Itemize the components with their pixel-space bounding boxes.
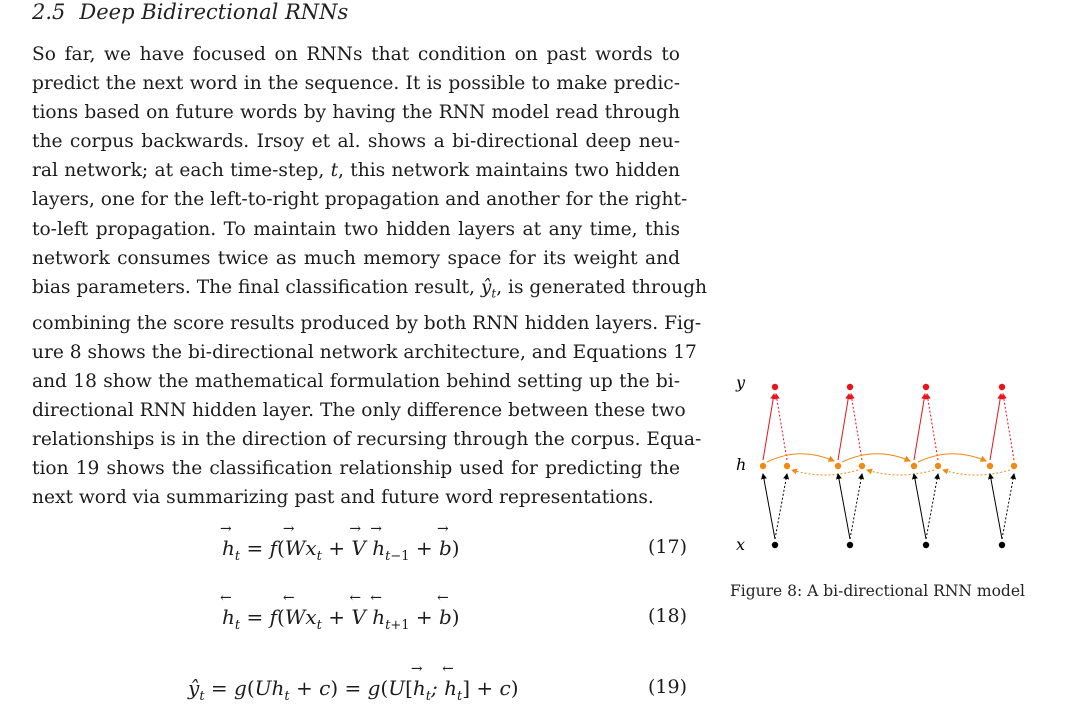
forward-to-output-arrow (914, 394, 925, 460)
section-title: Deep Bidirectional RNNs (79, 0, 349, 24)
equation-17-number: (17) (648, 536, 688, 558)
equation-18 (0, 605, 1065, 645)
input-to-forward-arrow (763, 474, 775, 539)
forward-recurrence-arrow (918, 454, 986, 462)
paragraph-line: the corpus backwards. Irsoy et al. shows a bi-directional deep neu- (32, 131, 680, 153)
input-node (772, 542, 778, 548)
input-node (923, 542, 929, 548)
paragraph-line: relationships is in the direction of recursing through the corpus. Equa- (32, 428, 702, 450)
body-paragraph (32, 40, 707, 512)
forward-to-output-arrow (838, 394, 849, 460)
equation-18-number: (18) (648, 605, 688, 627)
backward-to-output-arrow (776, 394, 787, 460)
paragraph-line: combining the score results produced by both RNN hidden layers. Fig- (32, 312, 702, 334)
equation-17-body: → $h_t = f(\to Wx_t$ + → $V \to h_{t-1}$ + → b) (222, 536, 460, 564)
hidden-node-forward (760, 463, 766, 469)
figure-caption: Figure 8: A bi-directional RNN model (730, 582, 1025, 600)
x-label: x (736, 535, 746, 554)
hidden-node-backward (1011, 463, 1017, 469)
backward-to-output-arrow (1003, 394, 1014, 460)
backward-to-output-arrow (927, 394, 938, 460)
h-label: h (736, 455, 747, 474)
paragraph-line: ral network; at each time-step, t, this network maintains two hidden (32, 160, 681, 182)
forward-recurrence-arrow (767, 454, 834, 462)
paragraph-line: So far, we have focused on RNNs that condition on past words to (32, 44, 680, 65)
section-number: 2.5 (32, 0, 66, 24)
hidden-node-backward (935, 463, 941, 469)
equation-19-body: $ŷ_t = g(Uh_t + c) = g(U[\to h_t$; ← $h_t] + c$) (188, 676, 519, 704)
backward-recurrence-arrow (943, 470, 1010, 475)
paragraph-line: layers, one for the left-to-right propagation and another for the right- (32, 189, 688, 211)
output-node (772, 384, 778, 390)
backward-to-output-arrow (851, 394, 862, 460)
forward-to-output-arrow (990, 394, 1001, 460)
forward-recurrence-arrow (842, 454, 910, 462)
birnn-diagram (710, 360, 1040, 570)
input-to-forward-arrow (990, 474, 1002, 539)
forward-to-output-arrow (763, 394, 774, 460)
paragraph-line: to-left propagation. To maintain two hidden layers at any time, this (32, 218, 680, 240)
paragraph-line: directional RNN hidden layer. The only difference between these two (32, 399, 686, 421)
input-to-forward-arrow (838, 474, 850, 539)
input-node (999, 542, 1005, 548)
paragraph-line: and 18 show the mathematical formulation behind setting up the bi- (32, 370, 680, 392)
y-label: y (736, 373, 746, 392)
paragraph-line: network consumes twice as much memory space for its weight and (32, 247, 680, 269)
paragraph-line: next word via summarizing past and future word representations. (32, 487, 654, 509)
backward-recurrence-arrow (792, 470, 858, 475)
paragraph-line: predict the next word in the sequence. It is possible to make predic- (32, 73, 680, 95)
input-to-backward-arrow (1002, 474, 1014, 539)
time-step-units (760, 384, 1017, 548)
paragraph-line: bias parameters. The final classification result, $ŷ_t$, is generated through (32, 276, 707, 301)
input-to-backward-arrow (850, 474, 862, 539)
input-to-backward-arrow (775, 474, 787, 539)
output-node (999, 384, 1005, 390)
output-node (923, 384, 929, 390)
hidden-node-backward (859, 463, 865, 469)
equation-19-number: (19) (648, 676, 688, 698)
paragraph-line: tions based on future words by having the RNN model read through (32, 102, 680, 124)
input-node (847, 542, 853, 548)
paragraph-line: ure 8 shows the bi-directional network architecture, and Equations 17 (32, 341, 697, 363)
output-node (847, 384, 853, 390)
backward-recurrence-arrow (867, 470, 934, 475)
hidden-node-forward (835, 463, 841, 469)
hidden-node-forward (911, 463, 917, 469)
hidden-node-forward (987, 463, 993, 469)
section-heading (32, 0, 348, 24)
equation-18-body: ← $h_t$ = f(← $Wx_t$ + ← V ← $h_{t+1}$ + ← b) (222, 605, 460, 633)
hidden-node-backward (784, 463, 790, 469)
equation-19 (0, 676, 1065, 716)
input-to-backward-arrow (926, 474, 938, 539)
input-to-forward-arrow (914, 474, 926, 539)
paragraph-line: tion 19 shows the classification relationship used for predicting the (32, 458, 680, 480)
